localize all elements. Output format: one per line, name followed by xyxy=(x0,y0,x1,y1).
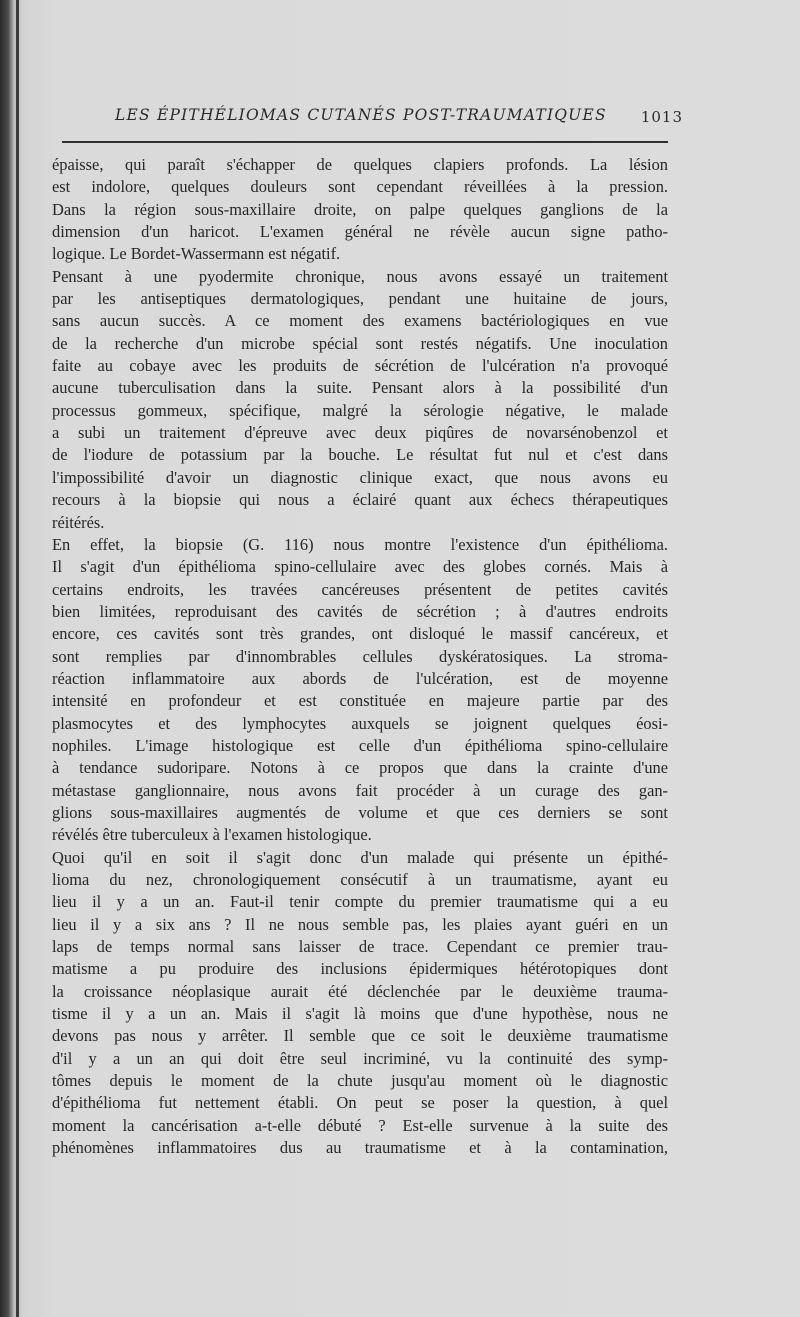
text-line: sans aucun succès. A ce moment des examens bactériologiques en vue xyxy=(52,311,668,331)
text-line: devons pas nous y arrêter. Il semble que ce soit le deuxième traumatisme xyxy=(52,1026,668,1046)
paragraph xyxy=(52,847,668,1160)
text-line: est indolore, quelques douleurs sont cependant réveillées à la pression. xyxy=(52,177,668,197)
text-line: bien limitées, reproduisant des cavités de sécrétion ; à d'autres endroits xyxy=(52,601,668,621)
text-line: de la recherche d'un microbe spécial sont restés négatifs. Une inoculation xyxy=(52,333,668,353)
text-line: En effet, la biopsie (G. 116) nous montre l'existence d'un épithélioma. xyxy=(52,534,668,554)
text-line: la croissance néoplasique aurait été déclenchée par le deuxième trauma- xyxy=(52,981,668,1001)
text-line: Pensant à une pyodermite chronique, nous avons essayé un traitement xyxy=(52,266,668,286)
paragraph xyxy=(52,266,668,534)
text-line: intensité en profondeur et est constituée en majeure partie par des xyxy=(52,691,668,711)
text-line: tisme il y a un an. Mais il s'agit là moins que d'une hypothèse, nous ne xyxy=(52,1004,668,1024)
text-line: à tendance sudoripare. Notons à ce propos que dans la crainte d'une xyxy=(52,758,668,778)
text-line: processus gommeux, spécifique, malgré la sérologie négative, le malade xyxy=(52,400,668,420)
text-line: a subi un traitement d'épreuve avec deux piqûres de novarsénobenzol et xyxy=(52,423,668,443)
body-text xyxy=(52,154,668,1159)
paragraph xyxy=(52,534,668,847)
text-line: par les antiseptiques dermatologiques, pendant une huitaine de jours, xyxy=(52,289,668,309)
text-line: d'épithélioma fut nettement établi. On peut se poser la question, à quel xyxy=(52,1093,668,1113)
text-line: plasmocytes et des lymphocytes auxquels se joignent quelques éosi- xyxy=(52,713,668,733)
text-line: tômes depuis le moment de la chute jusqu'au moment où le diagnostic xyxy=(52,1071,668,1091)
text-line: nophiles. L'image histologique est celle d'un épithélioma spino-cellulaire xyxy=(52,735,668,755)
text-line: Quoi qu'il en soit il s'agit donc d'un malade qui présente un épithé- xyxy=(52,847,668,867)
text-line: l'impossibilité d'avoir un diagnostic clinique exact, que nous avons eu xyxy=(52,467,668,487)
page-spine-shadow xyxy=(16,0,19,1317)
text-line: phénomènes inflammatoires dus au traumatisme et à la contamination, xyxy=(52,1138,668,1158)
text-line: encore, ces cavités sont très grandes, ont disloqué le massif cancéreux, et xyxy=(52,624,668,644)
text-line: révélés être tuberculeux à l'examen histologique. xyxy=(52,825,372,845)
text-line: certains endroits, les travées cancéreuses présentent de petites cavités xyxy=(52,579,668,599)
text-line: réitérés. xyxy=(52,512,105,532)
text-line: lieu il y a un an. Faut-il tenir compte du premier traumatisme qui a eu xyxy=(52,892,668,912)
text-line: recours à la biopsie qui nous a éclairé quant aux échecs thérapeutiques xyxy=(52,490,668,510)
text-line: Il s'agit d'un épithélioma spino-cellulaire avec des globes cornés. Mais à xyxy=(52,557,668,577)
paragraph xyxy=(52,154,668,266)
text-line: lioma du nez, chronologiquement consécutif à un traumatisme, ayant eu xyxy=(52,870,668,889)
text-line: glions sous-maxillaires augmentés de volume et que ces derniers se sont xyxy=(52,802,668,822)
page-header xyxy=(115,106,685,134)
text-line: matisme a pu produire des inclusions épidermiques hétérotopiques dont xyxy=(52,959,668,979)
text-line: logique. Le Bordet-Wassermann est négatif. xyxy=(52,244,341,264)
text-line: réaction inflammatoire aux abords de l'ulcération, est de moyenne xyxy=(52,668,668,688)
text-line: moment la cancérisation a-t-elle débuté ? Est-elle survenue à la suite des xyxy=(52,1115,668,1135)
text-line: aucune tuberculisation dans la suite. Pensant alors à la possibilité d'un xyxy=(52,378,668,398)
text-line: lieu il y a six ans ? Il ne nous semble pas, les plaies ayant guéri en un xyxy=(52,914,668,934)
page-number: 1013 xyxy=(640,108,683,126)
text-line: de l'iodure de potassium par la bouche. Le résultat fut nul et c'est dans xyxy=(52,445,668,465)
text-line: sont remplies par d'innombrables cellules dyskératosiques. La stroma- xyxy=(52,646,668,666)
text-line: épaisse, qui paraît s'échapper de quelques clapiers profonds. La lésion xyxy=(52,155,668,174)
text-line: Dans la région sous-maxillaire droite, on palpe quelques ganglions de la xyxy=(52,199,668,219)
header-rule xyxy=(62,141,668,143)
text-line: métastase ganglionnaire, nous avons fait procéder à un curage des gan- xyxy=(52,780,668,800)
running-title: LES ÉPITHÉLIOMAS CUTANÉS POST-TRAUMATIQUES xyxy=(115,106,607,124)
text-line: dimension d'un haricot. L'examen général ne révèle aucun signe patho- xyxy=(52,222,668,242)
text-line: faite au cobaye avec les produits de sécrétion de l'ulcération n'a provoqué xyxy=(52,356,668,376)
text-line: laps de temps normal sans laisser de trace. Cependant ce premier trau- xyxy=(52,937,668,957)
text-line: d'il y a un an qui doit être seul incriminé, vu la continuité des symp- xyxy=(52,1048,668,1068)
